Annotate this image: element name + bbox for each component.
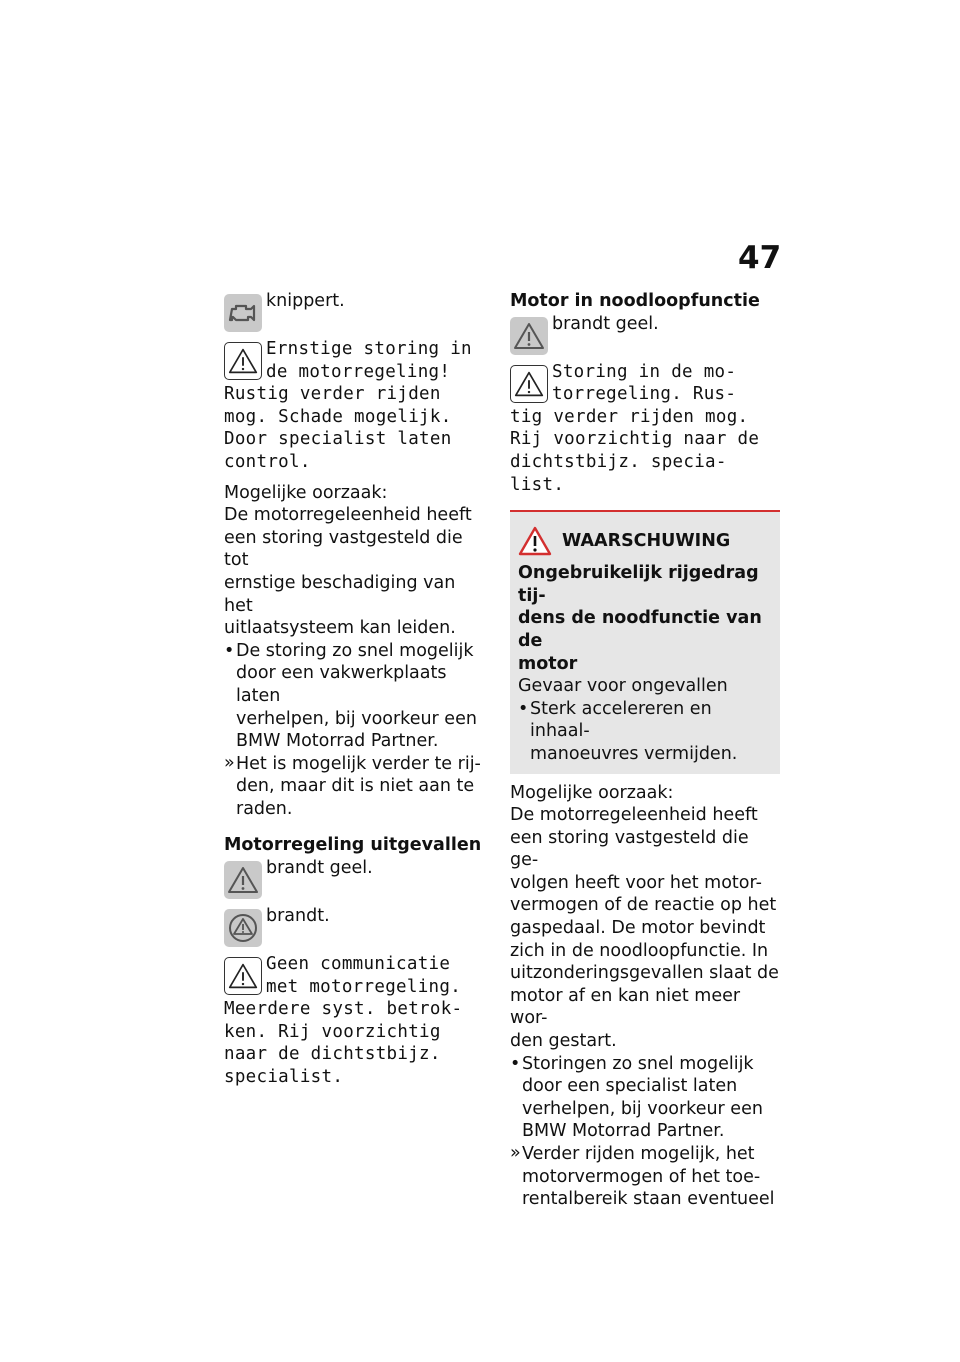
indicator-state-text: knippert. (266, 291, 345, 311)
page-number: 47 (738, 240, 782, 276)
indicator-state-text: brandt geel. (552, 313, 659, 334)
cc-message-line: ken. Rij voorzichtig (224, 1021, 441, 1042)
warning-title: WAARSCHUWING (562, 530, 731, 551)
cc-message-line: Meerdere syst. betrok- (224, 999, 463, 1020)
bullet-line: verhelpen, bij voorkeur een (522, 1098, 763, 1119)
arrow-line: » Het is mogelijk verder te rij- (236, 753, 481, 774)
arrow-line: raden. (236, 798, 293, 819)
cc-message-line: naar de dichtstbijz. (224, 1044, 441, 1065)
cc-message-line: Door specialist laten (224, 429, 452, 450)
cause-text: motor af en kan niet meer wor- (510, 985, 741, 1029)
bullet-line: • Storingen zo snel mogelijk (522, 1053, 754, 1074)
bullet-line: verhelpen, bij voorkeur een (236, 708, 477, 729)
cc-message-line: tig verder rijden mog. (510, 406, 749, 427)
section-heading: Motorregeling uitgevallen (224, 835, 482, 856)
cc-message-line: control. (224, 451, 311, 472)
action-bullet (224, 640, 486, 753)
warning-bold-line: Ongebruikelijk rijgedrag tij- (518, 563, 759, 606)
indicator-state-text: brandt geel. (266, 858, 373, 879)
bullet-line: • De storing zo snel mogelijk (236, 640, 474, 661)
warning-sign-icon (518, 526, 552, 556)
warning-bold-line: dens de noodfunctie van de (518, 608, 762, 651)
indicator-state-text: brandt. (266, 906, 330, 927)
warning-triangle-icon (224, 342, 262, 380)
warning-header (518, 526, 770, 556)
warning-triangle-icon (510, 365, 548, 403)
cc-message-line: Geen communicatie (266, 954, 451, 975)
cc-message-line: Rij voorzichtig naar de (510, 429, 760, 450)
warning-box (510, 510, 780, 773)
arrow-line: rentalbereik staan eventueel (522, 1189, 775, 1210)
bullet-line: manoeuvres vermijden. (530, 743, 738, 764)
cause-text: De motorregeleenheid heeft (224, 505, 472, 526)
cc-message-line: list. (510, 474, 565, 495)
warning-bold-line: motor (518, 653, 578, 674)
cc-message-line: dichtstbijz. specia- (510, 451, 727, 472)
cc-message-line: Ernstige storing in (266, 339, 472, 359)
cause-text: gaspedaal. De motor bevindt (510, 918, 766, 939)
warning-hazard-text: Gevaar voor ongevallen (518, 676, 728, 697)
cause-text: volgen heeft voor het motor- (510, 872, 762, 893)
cause-label: Mogelijke oorzaak: (510, 782, 674, 803)
result-arrow-item (510, 1143, 780, 1211)
engine-indicator-row (224, 290, 486, 330)
arrow-line: » Verder rijden mogelijk, het (522, 1144, 755, 1164)
cc-message-row (510, 361, 780, 406)
right-column (510, 290, 780, 1211)
cause-text: een storing vastgesteld die ge- (510, 827, 749, 871)
bullet-line: door een specialist laten (522, 1076, 738, 1097)
cc-message-line: de motorregeling! (266, 361, 451, 382)
warning-bullet (518, 698, 770, 766)
bullet-line: BMW Motorrad Partner. (236, 731, 439, 752)
action-bullet (510, 1053, 780, 1143)
cause-text: uitlaatsysteem kan leiden. (224, 618, 456, 639)
traction-warning-row (224, 905, 486, 945)
cc-message-line: Storing in de mo- (552, 361, 737, 382)
cc-message-line: specialist. (224, 1067, 344, 1088)
warning-triangle-icon (224, 957, 262, 995)
arrow-line: motorvermogen of het toe- (522, 1166, 761, 1187)
traction-warning-icon (224, 909, 262, 947)
cause-text: vermogen of de reactie op het (510, 895, 777, 916)
cause-text: De motorregeleenheid heeft (510, 805, 758, 826)
cause-text: den gestart. (510, 1031, 617, 1052)
cause-text: uitzonderingsgevallen slaat de (510, 963, 779, 984)
bullet-line: door een vakwerkplaats laten (236, 663, 447, 706)
cc-message-row (224, 953, 486, 998)
engine-warning-icon (224, 294, 262, 332)
section-heading: Motor in noodloopfunctie (510, 291, 760, 311)
cause-text: ernstige beschadiging van het (224, 572, 456, 616)
general-warning-icon (224, 861, 262, 899)
cc-message-line: met motorregeling. (266, 976, 462, 997)
bullet-line: • Sterk accelereren en inhaal- (530, 698, 712, 742)
cc-message-line: mog. Schade mogelijk. (224, 406, 452, 427)
cause-label: Mogelijke oorzaak: (224, 482, 388, 503)
cc-message-line: torregeling. Rus- (552, 384, 737, 405)
cause-text: zich in de noodloopfunctie. In (510, 940, 769, 961)
general-warning-icon (510, 317, 548, 355)
cause-text: een storing vastgesteld die tot (224, 527, 463, 571)
left-column (224, 290, 486, 1089)
arrow-line: den, maar dit is niet aan te (236, 776, 475, 797)
result-arrow-item (224, 753, 486, 821)
bullet-line: BMW Motorrad Partner. (522, 1121, 725, 1142)
general-warning-row (510, 313, 780, 353)
cc-message-row (224, 338, 486, 383)
general-warning-row (224, 857, 486, 897)
cc-message-line: Rustig verder rijden (224, 384, 441, 405)
